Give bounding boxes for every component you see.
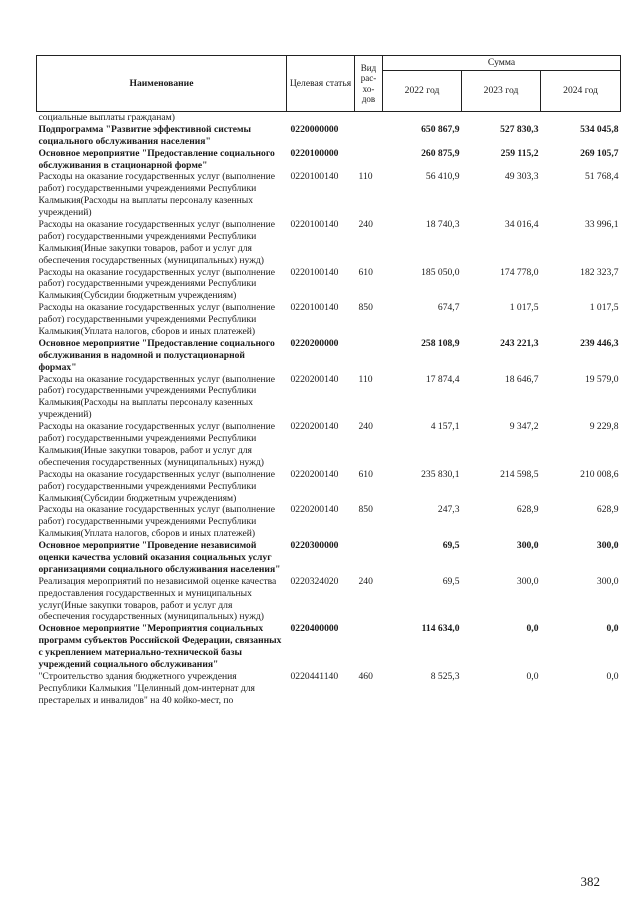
row-value-2023: 300,0 — [516, 575, 539, 587]
row-value-2024: 239 446,3 — [580, 337, 619, 349]
header-type — [355, 56, 383, 112]
row-type: 240 — [358, 219, 373, 231]
row-type: 240 — [358, 575, 373, 587]
row-type: 610 — [358, 266, 373, 278]
row-value-2024: 182 323,7 — [580, 266, 619, 278]
row-name: Расходы на оказание государственных услуг (выполнение работ) государственными учреждениями Республики Калмыкия(Иные закупки товаров, работ и услуг для обеспечения государственных (муниципальных) нужд) — [38, 219, 275, 266]
row-code: 0220200000 — [290, 337, 339, 349]
row-value-2022: 235 830,1 — [421, 468, 460, 480]
row-value-2022: 69,5 — [442, 540, 460, 552]
row-value-2022: 18 740,3 — [425, 219, 460, 231]
row-value-2023: 243 221,3 — [500, 337, 539, 349]
row-code: 0220200140 — [290, 373, 339, 385]
row-code: 0220324020 — [290, 575, 339, 587]
row-type: 850 — [358, 302, 373, 314]
row-name: Расходы на оказание государственных услуг (выполнение работ) государственными учреждениями Республики Калмыкия(Иные закупки товаров, работ и услуг для обеспечения государственных (муниципальных) нужд) — [38, 421, 275, 468]
header-name: Наименование — [37, 56, 287, 112]
row-value-2022: 4 157,1 — [430, 421, 460, 433]
table-row — [37, 338, 621, 374]
row-value-2023: 34 016,4 — [504, 219, 539, 231]
row-value-2022 — [383, 112, 462, 124]
row-value-2022: 260 875,9 — [421, 147, 460, 159]
row-name: Расходы на оказание государственных услуг (выполнение работ) государственными учреждениями Республики Калмыкия(Субсидии бюджетным учреждениям) — [38, 468, 275, 504]
row-type: 850 — [358, 504, 373, 516]
row-code: 0220200140 — [290, 468, 339, 480]
row-value-2022: 56 410,9 — [425, 171, 460, 183]
row-name: Расходы на оказание государственных услуг (выполнение работ) государственными учреждениями Республики Калмыкия(Уплата налогов, сборов и иных платежей) — [38, 302, 275, 338]
row-code: 0220300000 — [290, 540, 339, 552]
row-type: 610 — [358, 468, 373, 480]
table-row — [37, 112, 621, 124]
header-year-2024: 2024 год — [541, 71, 621, 112]
table-row — [37, 671, 621, 707]
row-code: 0220441140 — [290, 670, 339, 682]
row-name: Подпрограмма "Развитие эффективной системы социального обслуживания населения" — [38, 123, 251, 147]
table-row — [37, 576, 621, 624]
row-value-2023: 18 646,7 — [504, 373, 539, 385]
table-row — [37, 219, 621, 267]
row-code: 0220100140 — [290, 171, 339, 183]
row-value-2024: 210 008,6 — [580, 468, 619, 480]
row-value-2023: 0,0 — [526, 670, 539, 682]
table-row — [37, 124, 621, 148]
row-value-2024: 300,0 — [596, 575, 619, 587]
table-body — [37, 112, 621, 707]
row-name: Расходы на оказание государственных услуг (выполнение работ) государственными учреждениями Республики Калмыкия(Уплата налогов, сборов и иных платежей) — [38, 504, 275, 540]
row-type — [355, 338, 383, 374]
row-value-2022: 258 108,9 — [421, 337, 460, 349]
budget-table — [36, 55, 621, 707]
row-value-2023 — [462, 112, 541, 124]
row-value-2023: 9 347,2 — [509, 421, 539, 433]
row-value-2024: 33 996,1 — [584, 219, 619, 231]
row-value-2024: 1 017,5 — [589, 302, 619, 314]
table-row — [37, 623, 621, 671]
row-value-2024: 300,0 — [596, 540, 619, 552]
row-value-2024: 19 579,0 — [584, 373, 619, 385]
row-name: Основное мероприятие "Проведение независимой оценки качества условий оказания социальных услуг организациями социального обслуживания населения" — [38, 540, 281, 575]
table-row — [37, 540, 621, 576]
row-name: Расходы на оказание государственных услуг (выполнение работ) государственными учреждениями Республики Калмыкия(Расходы на выплаты персоналу казенных учреждений) — [38, 373, 275, 421]
row-value-2022: 114 634,0 — [421, 623, 460, 635]
table-row — [37, 469, 621, 505]
row-code: 0220200140 — [290, 421, 339, 433]
row-code: 0220100140 — [290, 219, 339, 231]
table-row — [37, 302, 621, 338]
row-value-2024: 628,9 — [596, 504, 619, 516]
row-value-2024: 269 105,7 — [580, 147, 619, 159]
row-type — [355, 148, 383, 172]
row-value-2022: 69,5 — [442, 575, 460, 587]
row-type: 110 — [358, 373, 373, 385]
row-name: Основное мероприятие "Предоставление социального обслуживания в стационарной форме" — [38, 147, 275, 171]
header-type-line: хо- — [362, 83, 375, 94]
row-value-2024: 0,0 — [606, 623, 619, 635]
row-type — [355, 623, 383, 671]
row-value-2023: 0,0 — [526, 623, 539, 635]
row-type: 110 — [358, 171, 373, 183]
row-code: 0220100140 — [290, 266, 339, 278]
row-value-2022: 247,3 — [437, 504, 460, 516]
row-code: 0220100000 — [290, 147, 339, 159]
header-year-2023: 2023 год — [462, 71, 541, 112]
row-name: Расходы на оказание государственных услуг (выполнение работ) государственными учреждениями Республики Калмыкия(Расходы на выплаты персоналу казенных учреждений) — [38, 171, 275, 219]
table-row — [37, 374, 621, 422]
row-value-2022: 674,7 — [437, 302, 460, 314]
row-code: 0220200140 — [290, 504, 339, 516]
row-value-2023: 628,9 — [516, 504, 539, 516]
row-value-2024 — [541, 112, 621, 124]
row-value-2023: 300,0 — [516, 540, 539, 552]
row-value-2023: 214 598,5 — [500, 468, 539, 480]
row-type: 460 — [358, 670, 373, 682]
header-year-2022: 2022 год — [383, 71, 462, 112]
table-row — [37, 421, 621, 469]
row-name: "Строительство здания бюджетного учреждения Республики Калмыкия "Целинный дом-интернат для престарелых и инвалидов" на 40 койко-мест, по — [38, 670, 255, 706]
row-value-2023: 527 830,3 — [500, 123, 539, 135]
row-name: социальные выплаты гражданам) — [38, 112, 175, 123]
row-value-2024: 534 045,8 — [580, 123, 619, 135]
row-type — [355, 540, 383, 576]
row-value-2023: 259 115,2 — [500, 147, 539, 159]
row-value-2023: 49 303,3 — [504, 171, 539, 183]
row-value-2024: 51 768,4 — [584, 171, 619, 183]
header-sum: Сумма — [383, 56, 621, 71]
row-value-2022: 8 525,3 — [430, 670, 460, 682]
row-value-2022: 185 050,0 — [421, 266, 460, 278]
row-value-2022: 650 867,9 — [421, 123, 460, 135]
table-row — [37, 267, 621, 303]
header-type-line: рас- — [360, 73, 377, 84]
table-row — [37, 504, 621, 540]
row-code: 0220000000 — [290, 123, 339, 135]
row-name: Основное мероприятие "Мероприятия социальных программ субъектов Российской Федерации, связанных с укреплением материально-технической базы учреждений социального обслуживания" — [38, 623, 282, 670]
header-type-line: Вид — [360, 62, 377, 73]
row-name: Основное мероприятие "Предоставление социального обслуживания в надомной и полустационарной формах" — [38, 337, 275, 373]
row-type — [355, 112, 383, 124]
row-type: 240 — [358, 421, 373, 433]
row-type — [355, 124, 383, 148]
row-code: 0220100140 — [290, 302, 339, 314]
row-name: Расходы на оказание государственных услуг (выполнение работ) государственными учреждениями Республики Калмыкия(Субсидии бюджетным учреждениям) — [38, 266, 275, 302]
row-value-2022: 17 874,4 — [425, 373, 460, 385]
table-row — [37, 171, 621, 219]
row-code: 0220400000 — [290, 623, 339, 635]
row-value-2023: 174 778,0 — [500, 266, 539, 278]
header-type-line: дов — [361, 93, 376, 104]
row-value-2023: 1 017,5 — [509, 302, 539, 314]
row-code — [287, 112, 355, 124]
page-number: 382 — [580, 874, 600, 889]
table-header — [37, 56, 621, 112]
row-value-2024: 9 229,8 — [589, 421, 619, 433]
header-code: Целевая статья — [287, 56, 355, 112]
row-value-2024: 0,0 — [606, 670, 619, 682]
table-row — [37, 148, 621, 172]
row-name: Реализация мероприятий по независимой оценке качества предоставления государственных и муниципальных услуг(Иные закупки товаров, работ и услуг для обеспечения государственных (муниципальных) нужд) — [38, 575, 277, 623]
